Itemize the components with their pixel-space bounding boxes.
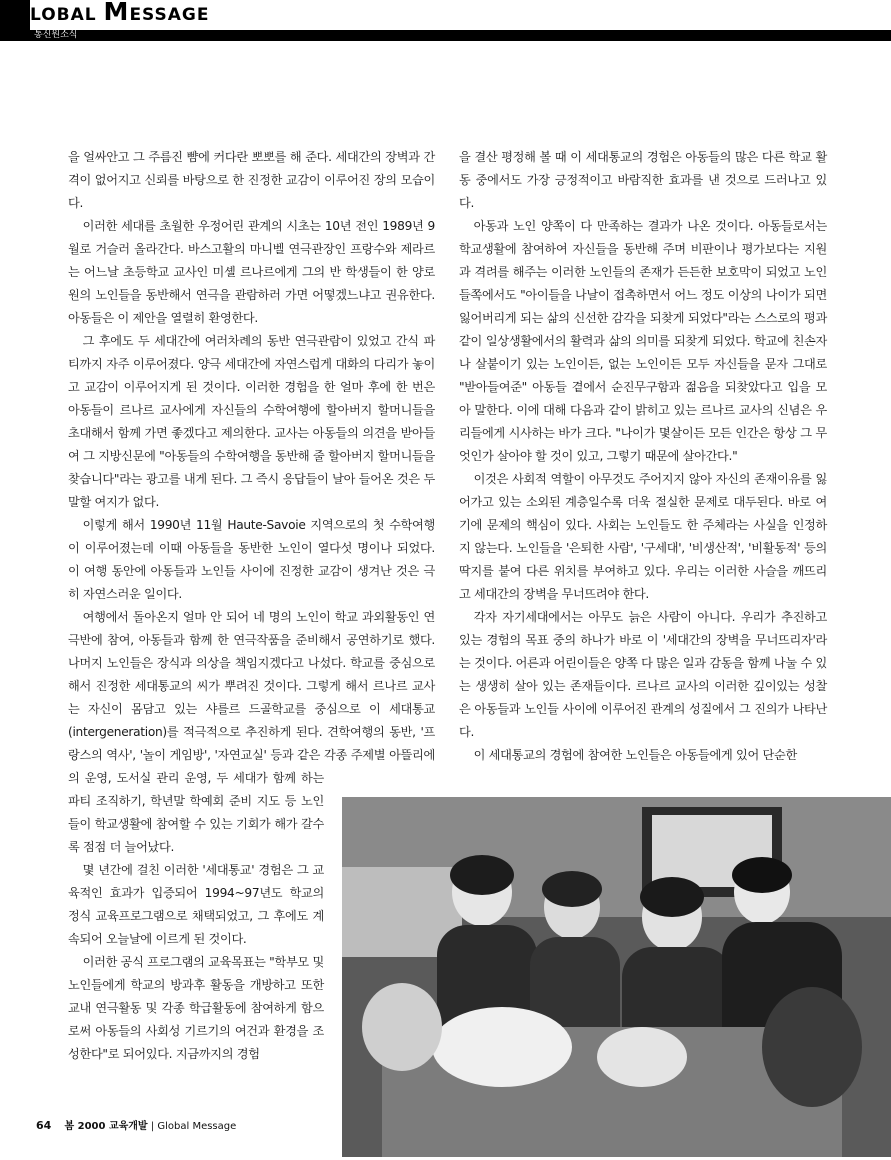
paragraph: 이러한 공식 프로그램의 교육목표는 "학부모 및 노인들에게 학교의 방과후 활동을 개방하고 또한 교내 연극활동 및 각종 학급활동에 참여하게 함으로써 아동들의 사회성 기르기의 여건과 환경을 조성한다"로 되어있다. 지금까지의 경험 [68,955,324,1061]
page-footer [36,1117,236,1132]
paragraph: 몇 년간에 걸친 이러한 '세대통교' 경험은 그 교육적인 효과가 입증되어 1994~97년도 학교의 정식 교육프로그램으로 채택되었고, 그 후에도 계속되어 오늘날에 이르게 된 것이다. [68,863,324,946]
paragraph: 이것은 사회적 역할이 아무것도 주어지지 않아 자신의 존재이유를 잃어가고 있는 소외된 계층일수록 더욱 절실한 문제로 대두된다. 바로 여기에 문제의 핵심이 있다. 사회는 노인들도 한 주체라는 사실을 인정하지 않는다. 노인들을 '은퇴한 사람', '구세대', '비생산적', '비활동적' 등의 딱지를 붙여 다른 위치를 부여하고 있다. 우리는 이러한 사슬을 깨뜨리고 세대간의 장벽을 무너뜨려야 한다. [459,472,827,601]
paragraph: 을 얼싸안고 그 주름진 뺨에 커다란 뽀뽀를 해 준다. 세대간의 장벽과 간격이 없어지고 신뢰를 바탕으로 한 진정한 교감이 이루어진 장의 모습이다. [68,150,435,210]
section-label: 통신원소식 [34,30,78,40]
paragraph: 각자 자기세대에서는 아무도 늙은 사람이 아니다. 우리가 추진하고 있는 경험의 목표 중의 하나가 바로 이 '세대간의 장벽을 무너뜨리자'라는 것이다. 어른과 어린이들은 양쪽 다 많은 일과 감동을 함께 나눌 수 있는 생생히 살아 있는 존재들이다. 르나르 교사의 이러한 깊이있는 성찰은 아동들과 노인들 사이에 이루어진 관계의 성질에서 그 진의가 나타난다. [459,610,827,739]
logo-g-block [0,0,30,30]
logo-title-part1: LOBAL [30,5,104,25]
header-bar [0,30,891,41]
magazine-name: 봄 2000 교육개발 [64,1121,148,1132]
paragraph: 여행에서 돌아온지 얼마 안 되어 네 명의 노인이 학교 과외활동인 연극반에 참여, 아동들과 함께 한 연극작품을 준비해서 공연하기로 했다. 나머지 노인들은 장식과 의상을 책임지겠다고 나섰다. 학교를 중심으로 해서 진정한 세대통교의 씨가 뿌려진 것이다. 그렇게 해서 르나르 교사는 자신이 몸담고 있는 샤를르 드골학교를 중심으로 이 세대통교(intergeneration)를 적극적으로 추진하게 된다. 견학여행의 동반, '프랑스의 역사', '놀이 게임방', '자연교실' 등과 같은 각종 주제별 아뜰리에의 운영, 도서실 관리 운영, 두 세대가 함께 하는 파티 조직하기, 학년말 학예회 준비 지도 등 노인들이 학교생활에 참여할 수 있는 기회가 해가 갈수록 점점 더 늘어났다. [68,610,435,854]
paragraph: 이 세대통교의 경험에 참여한 노인들은 아동들에게 있어 단순한 [473,748,797,762]
paragraph: 아동과 노인 양쪽이 다 만족하는 결과가 나온 것이다. 아동들로서는 학교생활에 참여하여 자신들을 동반해 주며 비판이나 평가보다는 지원과 격려를 해주는 이러한 노인들의 존재가 든든한 보호막이 되었고 노인들쪽에서도 "아이들을 나날이 접촉하면서 어느 정도 이상의 나이가 되면 잃어버리게 되는 삶의 신선한 감각을 되찾게 되었다"라는 스스로의 평과 같이 일상생활에서의 활력과 삶의 의미를 되찾게 되었다. 학교에 친손자나 살붙이기 있는 노인이든, 없는 노인이든 모두 자신들을 문자 그대로 "받아들여준" 아동들 곁에서 순진무구함과 젊음을 되찾았다고 입을 모아 말한다. 이에 대해 다음과 같이 밝히고 있는 르나르 교사의 신념은 우리들에게 시사하는 바가 크다. "나이가 몇살이든 모든 인간은 항상 그 무엇인가 살아야 할 것이 있고, 그렇기 때문에 살아간다." [459,219,827,463]
photo-illustration [342,797,891,1157]
classroom-photo [342,797,891,1157]
footer-separator: | [150,1121,155,1132]
paragraph: 이렇게 해서 1990년 11월 Haute-Savoie 지역으로의 첫 수학여행이 이루어졌는데 이때 아동들을 동반한 노인이 열다섯 명이나 되었다. 이 여행 동안에 아동들과 노인들 사이에 진정한 교감이 생겨난 것은 극히 자연스러운 일이다. [68,518,435,601]
page-header [0,0,891,42]
paragraph: 이러한 세대를 초월한 우정어린 관계의 시초는 10년 전인 1989년 9월로 거슬러 올라간다. 바스고활의 마니벨 연극관장인 프랑수와 제라르는 어느날 초등학교 교사인 미셸 르나르에게 그의 반 학생들이 한 양로원의 노인들을 동반해서 연극을 관람하러 가면 어떻겠느냐고 권유한다. 아동들은 이 제안을 열렬히 환영한다. [68,219,435,325]
footer-section: Global Message [157,1121,237,1132]
right-column [459,146,827,767]
page-number: 64 [36,1119,52,1132]
logo-title-part2: ESSAGE [129,5,210,25]
logo-title [30,2,210,25]
paragraph: 그 후에도 두 세대간에 여러차례의 동반 연극관람이 있었고 간식 파티까지 자주 이루어졌다. 양극 세대간에 자연스럽게 대화의 다리가 놓이고 교감이 이루어지게 된 것이다. 이러한 경험을 한 얼마 후에 한 번은 아동들이 르나르 교사에게 자신들의 수학여행에 할아버지 할머니들을 초대해서 함께 가면 좋겠다고 제의한다. 교사는 아동들의 의견을 받아들여 그 지방신문에 "아동들의 수학여행을 동반해 줄 할아버지 할머니들을 찾습니다"라는 광고를 내게 된다. 그 즉시 응답들이 날아 들어온 것은 두말할 여지가 없다. [68,334,435,509]
logo-title-m: M [103,0,130,26]
paragraph: 을 결산 평정해 볼 때 이 세대통교의 경험은 아동들의 많은 다른 학교 활동 중에서도 가장 긍정적이고 바람직한 효과를 낸 것으로 드러나고 있다. [459,150,827,210]
